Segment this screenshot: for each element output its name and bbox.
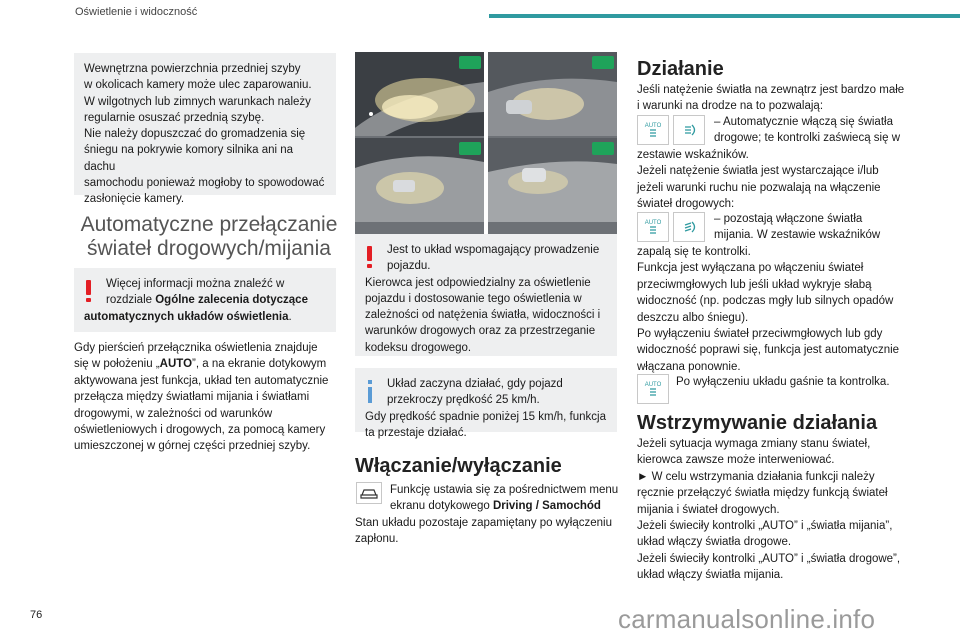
paragraph-line: widoczność (np. podczas mgły lub silnych opadów [637, 295, 894, 308]
warning-line: Wewnętrzna powierzchnia przedniej szyby [84, 63, 301, 75]
note-line: ta przestaje działać. [365, 426, 467, 439]
paragraph-line: Po wyłączeniu układu gaśnie ta kontrolka. [676, 376, 890, 388]
paragraph-line: Funkcję ustawia się za pośrednictwem menu [390, 484, 619, 496]
auto-lamp-icon [637, 374, 669, 404]
auto-lamp-icon [637, 115, 669, 145]
auto-lamp-icon [637, 212, 669, 242]
warning-line: regularnie osuszać przednią szybę. [84, 111, 265, 124]
note-line: Układ zaczyna działać, gdy pojazd [387, 378, 563, 390]
intro-paragraph [74, 340, 344, 455]
paragraph-line: przełącza między światłami mijania i światłami [74, 391, 310, 404]
paragraph-line: ► W celu wstrzymania działania funkcji należy [637, 470, 875, 483]
paragraph-line: umieszczonej w górnej części przedniej szyby. [74, 440, 311, 453]
section-title-line: Automatyczne przełączanie [80, 213, 338, 236]
section-title-operation: Działanie [637, 58, 724, 80]
warning-line: śniegu na pokrywie komory silnika ani na dachu [84, 144, 294, 173]
warning-line: samochodu ponieważ mogłoby to spowodować [84, 177, 325, 190]
paragraph-line: przeciwmgłowych lub jeśli układ wykryje słabą [637, 278, 872, 291]
warning-line: W wilgotnych lub zimnych warunkach należy [84, 95, 311, 108]
paragraph-line: deszczu albo śniegu). [637, 311, 749, 324]
paragraph-line: zestawie wskaźników. [637, 149, 749, 161]
speed-info-note [355, 368, 617, 439]
section-title-on-off: Włączanie/wyłączanie [355, 455, 562, 477]
operation-item-2 [714, 211, 914, 244]
operation-paragraph-3 [637, 244, 922, 375]
section-title-line: świateł drogowych/mijania [87, 237, 331, 260]
warning-exclamation-icon [367, 246, 372, 268]
pause-paragraph [637, 436, 922, 584]
paragraph-line: mijania. W zestawie wskaźników [714, 229, 881, 242]
warning-line: zasłonięcie kamery. [84, 193, 185, 206]
auto-icon-label: AUTO [644, 382, 662, 388]
paragraph-line: Jeżeli świeciły kontrolki „AUTO” i „światła drogowe”, [637, 552, 901, 565]
headlight-illustration [355, 52, 617, 222]
note-line: Więcej informacji można znaleźć w [106, 278, 285, 290]
paragraph-text: się w położeniu „ [74, 358, 160, 371]
operation-paragraph-2 [637, 147, 912, 213]
camera-warning-box [74, 53, 336, 206]
paragraph-line: mijania i świateł drogowych. [637, 503, 780, 516]
paragraph-line: Stan układu pozostaje zapamiętany po wyłączeniu [355, 516, 612, 529]
on-off-paragraph [355, 482, 620, 548]
note-bold-text: automatycznych układów oświetlenia [84, 310, 289, 323]
note-line: przekroczy prędkość 25 km/h. [387, 394, 540, 407]
illustration-panel-bottom-left [355, 138, 484, 242]
paragraph-text: ekranu dotykowego [390, 500, 493, 513]
paragraph-line: – Automatycznie włączą się światła [714, 116, 893, 128]
paragraph-line: Gdy pierścień przełącznika oświetlenia znajduje [74, 342, 318, 354]
paragraph-line: i warunki na drodze na to pozwalają: [637, 100, 824, 113]
paragraph-line: kierowca zawsze może interweniować. [637, 454, 835, 467]
paragraph-bold-text: Driving / Samochód [492, 500, 601, 513]
paragraph-line: – pozostają włączone światła [714, 213, 863, 225]
paragraph-line: Po wyłączeniu świateł przeciwmgłowych lub gdy [637, 328, 883, 341]
warning-line: Nie należy dopuszczać do gromadzenia się [84, 128, 306, 141]
paragraph-line: Jeśli natężenie światła na zewnątrz jest bardzo małe [637, 84, 905, 96]
note-line: warunków drogowych oraz za przestrzeganie [365, 325, 596, 338]
paragraph-text: ”, a na ekranie dotykowym [192, 358, 327, 371]
paragraph-line [355, 498, 620, 514]
note-line: Jest to układ wspomagający prowadzenie [387, 244, 600, 256]
info-icon [368, 380, 372, 402]
paragraph-line: widoczność poprawi się, funkcja jest automatycznie [637, 344, 900, 357]
note-line [84, 292, 326, 308]
note-line: Gdy prędkość spadnie poniżej 15 km/h, funkcja [365, 410, 606, 423]
note-bold-text: Ogólne zalecenia dotyczące [155, 294, 308, 307]
low-beam-lamp-icon [673, 212, 705, 242]
paragraph-line: ręcznie przełączyć światła między funkcją świateł [637, 487, 888, 500]
paragraph-line: drogowe; te kontrolki zaświecą się w [714, 132, 900, 145]
note-line: pojazdu i dostosowanie tego oświetlenia w [365, 292, 582, 305]
note-line: kodeksu drogowego. [365, 341, 472, 354]
operation-item-3 [676, 374, 916, 390]
page-number: 76 [30, 609, 43, 621]
note-text: . [288, 310, 292, 323]
paragraph-line: układ włączy światła mijania. [637, 569, 784, 582]
note-line: pojazdu. [387, 260, 431, 273]
paragraph-line: zapalą się te kontrolki. [637, 246, 751, 258]
note-line: Kierowca jest odpowiedzialny za oświetlenie [365, 276, 591, 289]
warning-exclamation-icon [86, 280, 91, 302]
paragraph-line: Jeżeli sytuacja wymaga zmiany stanu świateł, [637, 438, 871, 450]
paragraph-line: Funkcja jest wyłączana po włączeniu świateł [637, 262, 864, 275]
more-info-note [74, 268, 336, 332]
note-line: zależności od natężenia światła, widoczności i [365, 309, 601, 322]
auto-icon-label: AUTO [644, 220, 662, 226]
warning-line: w okolicach kamery może ulec zaparowaniu. [84, 79, 312, 92]
page-header-title: Oświetlenie i widoczność [75, 6, 198, 18]
high-beam-lamp-icon [673, 115, 705, 145]
paragraph-line: aktywowana jest funkcja, układ ten automatycznie [74, 374, 329, 387]
paragraph-line: świateł drogowych: [637, 198, 735, 211]
note-line [84, 309, 326, 325]
paragraph-bold-text: AUTO [159, 358, 193, 371]
driver-responsibility-note [355, 234, 617, 356]
paragraph-line: jeżeli warunki ruchu nie pozwalają na włączenie [637, 181, 881, 194]
header-accent-bar [489, 14, 960, 18]
paragraph-line: włączana ponownie. [637, 360, 741, 373]
operation-item-1 [714, 114, 914, 147]
section-title-auto-beam [74, 213, 344, 261]
paragraph-line: oświetleniowych i drogowych, za pomocą kamery [74, 424, 326, 437]
paragraph-line: Jeżeli świeciły kontrolki „AUTO” i „światła mijania”, [637, 520, 893, 533]
illustration-panel-bottom-right [488, 138, 617, 242]
paragraph-line [74, 356, 344, 372]
paragraph-line: drogowymi, w zależności od warunków [74, 407, 273, 420]
note-text: rozdziale [106, 294, 156, 307]
paragraph-line: zapłonu. [355, 533, 399, 546]
auto-icon-label: AUTO [644, 123, 662, 129]
section-title-pause: Wstrzymywanie działania [637, 412, 878, 434]
paragraph-line: układ włączy światła drogowe. [637, 536, 792, 549]
operation-paragraph [637, 82, 912, 115]
watermark: carmanualsonline.info [618, 604, 876, 634]
paragraph-line: Jeżeli natężenie światła jest wystarczające i/lub [637, 165, 879, 178]
